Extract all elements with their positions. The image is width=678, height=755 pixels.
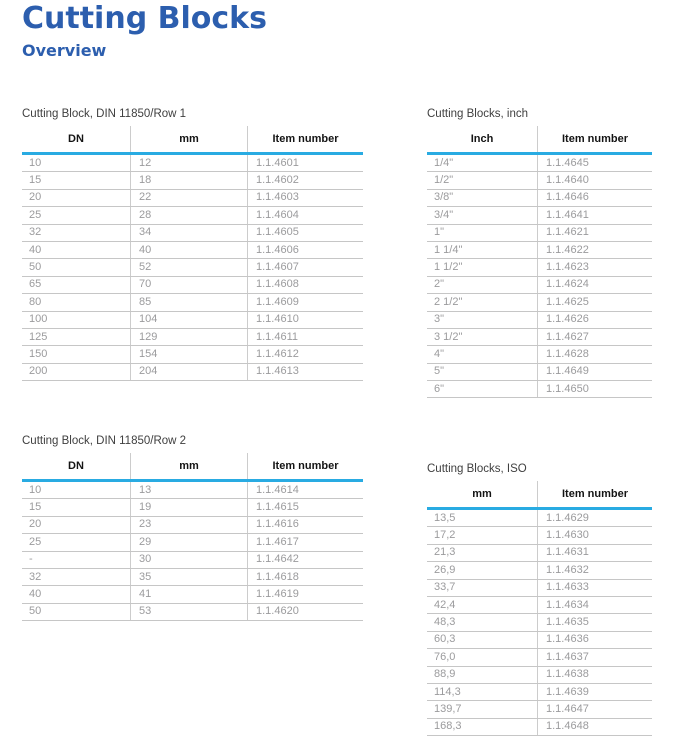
column-header: mm — [131, 126, 248, 154]
column-header: DN — [22, 453, 131, 481]
table-cell: 1/4" — [427, 154, 538, 172]
table-cell: 60,3 — [427, 631, 538, 648]
table-cell: 1 1/2" — [427, 259, 538, 276]
table-row — [427, 189, 652, 206]
table-row — [22, 172, 363, 189]
table-row — [22, 586, 363, 603]
table-row — [22, 259, 363, 276]
table-header-row — [427, 481, 652, 509]
table-cell: 154 — [131, 346, 248, 363]
table-cell: 1.1.4648 — [538, 718, 653, 735]
table-cell: - — [22, 551, 131, 568]
table-row — [427, 579, 652, 596]
table-row — [22, 294, 363, 311]
table-header-row — [427, 126, 652, 154]
table-cell: 150 — [22, 346, 131, 363]
table-cell: 22 — [131, 189, 248, 206]
table-title-iso: Cutting Blocks, ISO — [427, 463, 527, 475]
table-row — [427, 509, 652, 527]
table-cell: 1.1.4613 — [248, 363, 364, 380]
table-cell: 3 1/2" — [427, 328, 538, 345]
table-row — [427, 596, 652, 613]
table-cell: 1.1.4650 — [538, 381, 653, 398]
table-cell: 1.1.4634 — [538, 596, 653, 613]
table-cell: 15 — [22, 172, 131, 189]
table-header-row — [22, 126, 363, 154]
table-cell: 1.1.4609 — [248, 294, 364, 311]
table-row — [427, 381, 652, 398]
table-cell: 1.1.4623 — [538, 259, 653, 276]
table-cell: 26,9 — [427, 562, 538, 579]
table-cell: 2" — [427, 276, 538, 293]
table-cell: 32 — [22, 224, 131, 241]
table-cell: 4" — [427, 346, 538, 363]
column-header: mm — [427, 481, 538, 509]
column-header: Item number — [538, 126, 653, 154]
table-row — [427, 276, 652, 293]
table-cell: 40 — [131, 241, 248, 258]
table-row — [427, 259, 652, 276]
table-row — [427, 363, 652, 380]
table-cell: 34 — [131, 224, 248, 241]
table-cell: 20 — [22, 189, 131, 206]
table-cell: 1.1.4603 — [248, 189, 364, 206]
table-cell: 1.1.4628 — [538, 346, 653, 363]
table-cell: 32 — [22, 568, 131, 585]
table-cell: 85 — [131, 294, 248, 311]
table-cell: 1.1.4629 — [538, 509, 653, 527]
page-subtitle: Overview — [22, 41, 107, 60]
column-header: mm — [131, 453, 248, 481]
table-row — [427, 294, 652, 311]
table-row — [22, 551, 363, 568]
table-cell: 50 — [22, 259, 131, 276]
table-cell: 1.1.4611 — [248, 328, 364, 345]
table-cell: 1.1.4639 — [538, 683, 653, 700]
column-header: Item number — [248, 453, 364, 481]
table-cell: 1.1.4617 — [248, 534, 364, 551]
table-row — [427, 544, 652, 561]
table-row — [427, 683, 652, 700]
table-cell: 21,3 — [427, 544, 538, 561]
table-row — [22, 207, 363, 224]
table-row — [22, 363, 363, 380]
table-cell: 1.1.4638 — [538, 666, 653, 683]
table-cell: 1.1.4608 — [248, 276, 364, 293]
table-cell: 13,5 — [427, 509, 538, 527]
table-cell: 29 — [131, 534, 248, 551]
table-cell: 30 — [131, 551, 248, 568]
table-row — [427, 527, 652, 544]
table-title-din-row2: Cutting Block, DIN 11850/Row 2 — [22, 435, 187, 447]
table-row — [427, 311, 652, 328]
column-header: Item number — [248, 126, 364, 154]
table-row — [22, 276, 363, 293]
table-iso — [427, 481, 652, 736]
table-row — [427, 649, 652, 666]
table-cell: 200 — [22, 363, 131, 380]
table-din-row1 — [22, 126, 363, 381]
table-cell: 15 — [22, 499, 131, 516]
table-cell: 20 — [22, 516, 131, 533]
table-row — [22, 189, 363, 206]
table-cell: 1.1.4625 — [538, 294, 653, 311]
table-row — [427, 172, 652, 189]
table-cell: 17,2 — [427, 527, 538, 544]
table-cell: 1.1.4606 — [248, 241, 364, 258]
table-cell: 1.1.4626 — [538, 311, 653, 328]
table-row — [22, 568, 363, 585]
table-cell: 1.1.4607 — [248, 259, 364, 276]
column-header: DN — [22, 126, 131, 154]
table-cell: 13 — [131, 481, 248, 499]
table-cell: 1/2" — [427, 172, 538, 189]
table-cell: 80 — [22, 294, 131, 311]
table-cell: 1.1.4637 — [538, 649, 653, 666]
table-row — [22, 154, 363, 172]
table-cell: 1.1.4640 — [538, 172, 653, 189]
table-cell: 104 — [131, 311, 248, 328]
table-cell: 1.1.4641 — [538, 207, 653, 224]
table-cell: 53 — [131, 603, 248, 620]
column-header: Inch — [427, 126, 538, 154]
table-cell: 1.1.4642 — [248, 551, 364, 568]
table-cell: 1.1.4610 — [248, 311, 364, 328]
table-row — [22, 328, 363, 345]
table-cell: 168,3 — [427, 718, 538, 735]
table-cell: 41 — [131, 586, 248, 603]
table-cell: 3/4" — [427, 207, 538, 224]
table-cell: 1.1.4633 — [538, 579, 653, 596]
table-cell: 52 — [131, 259, 248, 276]
table-cell: 88,9 — [427, 666, 538, 683]
table-row — [427, 346, 652, 363]
table-cell: 100 — [22, 311, 131, 328]
table-cell: 40 — [22, 241, 131, 258]
table-cell: 1.1.4645 — [538, 154, 653, 172]
column-header: Item number — [538, 481, 653, 509]
table-cell: 1.1.4632 — [538, 562, 653, 579]
table-cell: 5" — [427, 363, 538, 380]
table-cell: 1.1.4627 — [538, 328, 653, 345]
table-cell: 12 — [131, 154, 248, 172]
table-cell: 3/8" — [427, 189, 538, 206]
table-cell: 204 — [131, 363, 248, 380]
table-cell: 125 — [22, 328, 131, 345]
table-row — [427, 154, 652, 172]
table-cell: 1.1.4622 — [538, 241, 653, 258]
table-row — [22, 311, 363, 328]
table-row — [427, 614, 652, 631]
table-cell: 1.1.4631 — [538, 544, 653, 561]
table-cell: 18 — [131, 172, 248, 189]
table-row — [427, 718, 652, 735]
table-cell: 129 — [131, 328, 248, 345]
table-cell: 33,7 — [427, 579, 538, 596]
table-row — [22, 603, 363, 620]
table-row — [22, 499, 363, 516]
table-row — [427, 207, 652, 224]
table-cell: 1.1.4620 — [248, 603, 364, 620]
table-cell: 40 — [22, 586, 131, 603]
table-cell: 1.1.4635 — [538, 614, 653, 631]
table-cell: 1.1.4647 — [538, 701, 653, 718]
table-cell: 19 — [131, 499, 248, 516]
table-cell: 1.1.4618 — [248, 568, 364, 585]
table-cell: 1.1.4615 — [248, 499, 364, 516]
table-cell: 1.1.4649 — [538, 363, 653, 380]
table-cell: 65 — [22, 276, 131, 293]
table-row — [427, 666, 652, 683]
table-row — [427, 328, 652, 345]
table-title-inch: Cutting Blocks, inch — [427, 108, 528, 120]
table-cell: 1.1.4614 — [248, 481, 364, 499]
table-cell: 48,3 — [427, 614, 538, 631]
page-title: Cutting Blocks — [22, 1, 267, 36]
table-cell: 10 — [22, 481, 131, 499]
table-row — [427, 631, 652, 648]
table-cell: 25 — [22, 207, 131, 224]
table-cell: 76,0 — [427, 649, 538, 666]
table-title-din-row1: Cutting Block, DIN 11850/Row 1 — [22, 108, 187, 120]
table-cell: 10 — [22, 154, 131, 172]
table-cell: 1.1.4624 — [538, 276, 653, 293]
table-cell: 35 — [131, 568, 248, 585]
table-cell: 1.1.4612 — [248, 346, 364, 363]
table-din-row2 — [22, 453, 363, 621]
table-cell: 1.1.4601 — [248, 154, 364, 172]
table-row — [427, 701, 652, 718]
table-cell: 1.1.4605 — [248, 224, 364, 241]
table-cell: 1.1.4619 — [248, 586, 364, 603]
table-row — [22, 224, 363, 241]
table-cell: 70 — [131, 276, 248, 293]
table-row — [427, 224, 652, 241]
table-cell: 23 — [131, 516, 248, 533]
table-cell: 114,3 — [427, 683, 538, 700]
table-cell: 1.1.4604 — [248, 207, 364, 224]
table-row — [22, 241, 363, 258]
table-row — [22, 346, 363, 363]
table-cell: 2 1/2" — [427, 294, 538, 311]
table-cell: 1.1.4616 — [248, 516, 364, 533]
table-cell: 28 — [131, 207, 248, 224]
table-inch — [427, 126, 652, 398]
table-header-row — [22, 453, 363, 481]
table-cell: 42,4 — [427, 596, 538, 613]
table-cell: 25 — [22, 534, 131, 551]
table-cell: 1" — [427, 224, 538, 241]
table-cell: 1 1/4" — [427, 241, 538, 258]
table-cell: 1.1.4636 — [538, 631, 653, 648]
table-cell: 1.1.4630 — [538, 527, 653, 544]
table-cell: 1.1.4602 — [248, 172, 364, 189]
table-cell: 1.1.4621 — [538, 224, 653, 241]
table-cell: 139,7 — [427, 701, 538, 718]
table-cell: 3" — [427, 311, 538, 328]
table-cell: 6" — [427, 381, 538, 398]
table-row — [22, 481, 363, 499]
table-row — [22, 516, 363, 533]
table-row — [427, 562, 652, 579]
table-row — [427, 241, 652, 258]
table-cell: 1.1.4646 — [538, 189, 653, 206]
table-cell: 50 — [22, 603, 131, 620]
table-row — [22, 534, 363, 551]
